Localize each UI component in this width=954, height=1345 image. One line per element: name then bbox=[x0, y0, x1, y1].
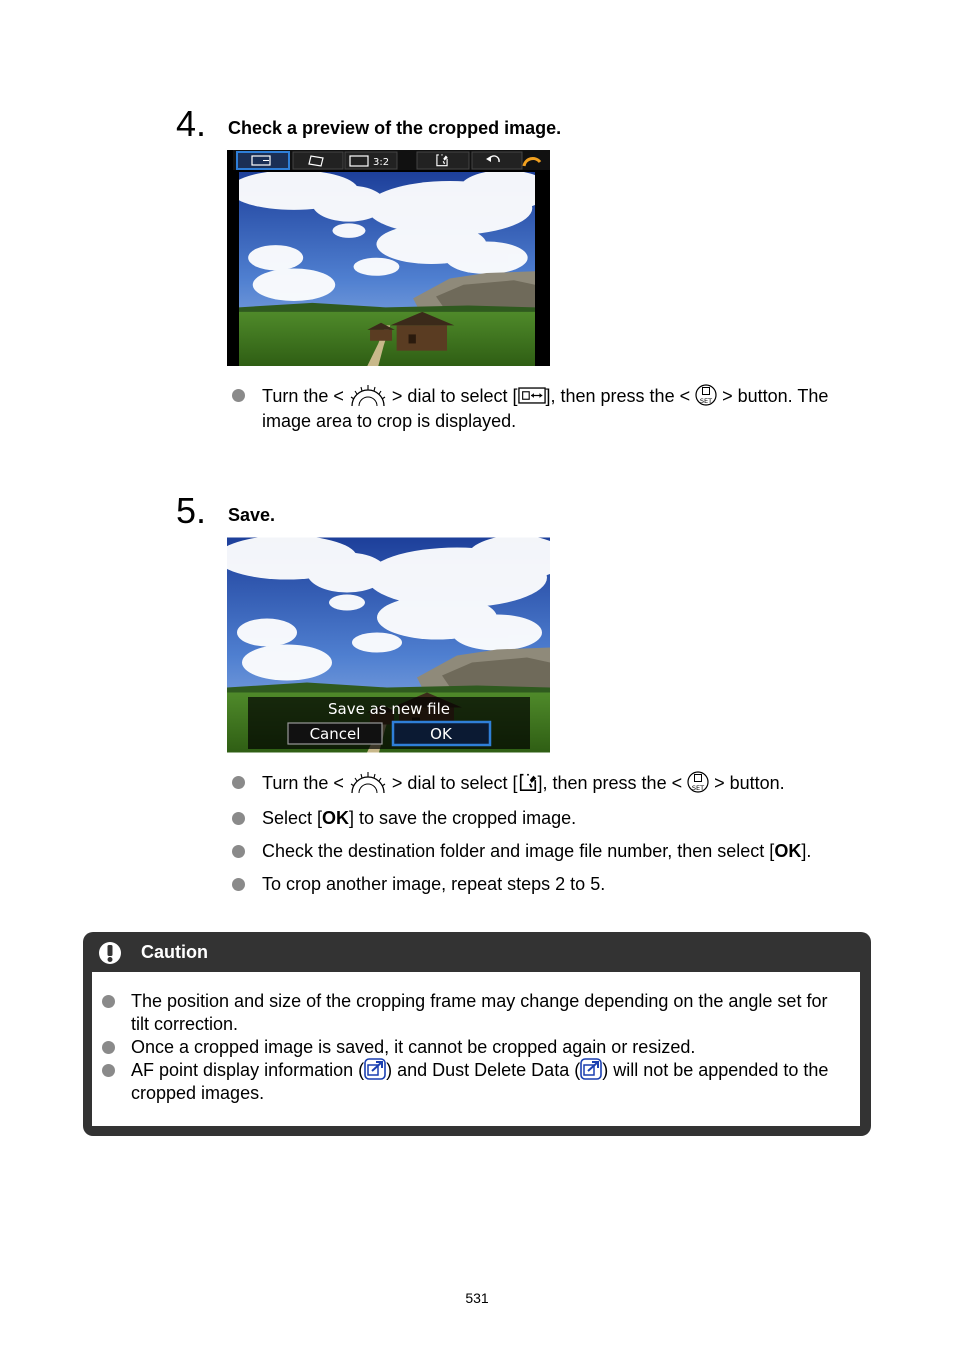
step-5-number: 5. bbox=[176, 490, 207, 531]
step-4-number: 4. bbox=[176, 103, 207, 144]
cropped-photo bbox=[230, 170, 550, 366]
list-item: To crop another image, repeat steps 2 to 5. bbox=[229, 873, 879, 896]
step-5-bullets bbox=[229, 771, 879, 906]
caution-title: Caution bbox=[141, 942, 208, 962]
list-item: Turn the < > dial to select [ ], then press the < > button. bbox=[229, 771, 879, 797]
set-button-icon bbox=[687, 771, 709, 793]
page-number: 531 bbox=[465, 1290, 489, 1306]
svg-text:Cancel: Cancel bbox=[309, 725, 361, 743]
link-icon[interactable] bbox=[364, 1058, 386, 1080]
list-item: The position and size of the cropping frame may change depending on the angle set for tilt correction. bbox=[100, 990, 840, 1036]
step-4-title: Check a preview of the cropped image. bbox=[228, 118, 562, 138]
caution-box bbox=[83, 932, 871, 1136]
list-item: Select [OK] to save the cropped image. bbox=[229, 807, 879, 830]
warning-icon bbox=[98, 941, 122, 965]
step-4-bullets bbox=[229, 384, 879, 443]
ok-button[interactable] bbox=[393, 722, 490, 745]
cancel-button[interactable] bbox=[288, 723, 382, 744]
list-item: Once a cropped image is saved, it cannot be cropped again or resized. bbox=[100, 1036, 840, 1059]
crop-position-icon bbox=[518, 387, 546, 404]
svg-text:OK: OK bbox=[430, 725, 452, 743]
list-item: AF point display information ( ) and Dust Delete Data ( ) will not be appended to the cropped images. bbox=[100, 1059, 840, 1105]
list-item: Turn the < > dial to select [ ], then press the < > button. The image area to crop is displayed. bbox=[229, 384, 879, 433]
aspect-ratio-label: 3:2 bbox=[373, 157, 390, 168]
save-tab[interactable] bbox=[417, 152, 469, 169]
save-confirm-screen bbox=[227, 537, 550, 753]
main-dial-icon bbox=[349, 769, 387, 795]
back-tab[interactable] bbox=[472, 152, 522, 169]
step-5-title: Save. bbox=[228, 505, 276, 525]
list-item: Check the destination folder and image file number, then select [OK]. bbox=[229, 840, 879, 863]
link-icon[interactable] bbox=[580, 1058, 602, 1080]
caution-body bbox=[92, 972, 860, 1126]
crop-menu-bar bbox=[237, 152, 540, 169]
set-button-icon bbox=[695, 384, 717, 406]
dialog-title: Save as new file bbox=[328, 700, 450, 718]
save-icon bbox=[518, 772, 538, 792]
tilt-tab[interactable] bbox=[293, 152, 343, 169]
caution-header bbox=[83, 932, 871, 972]
crop-preview-screen bbox=[227, 150, 550, 366]
main-dial-icon bbox=[349, 382, 387, 408]
